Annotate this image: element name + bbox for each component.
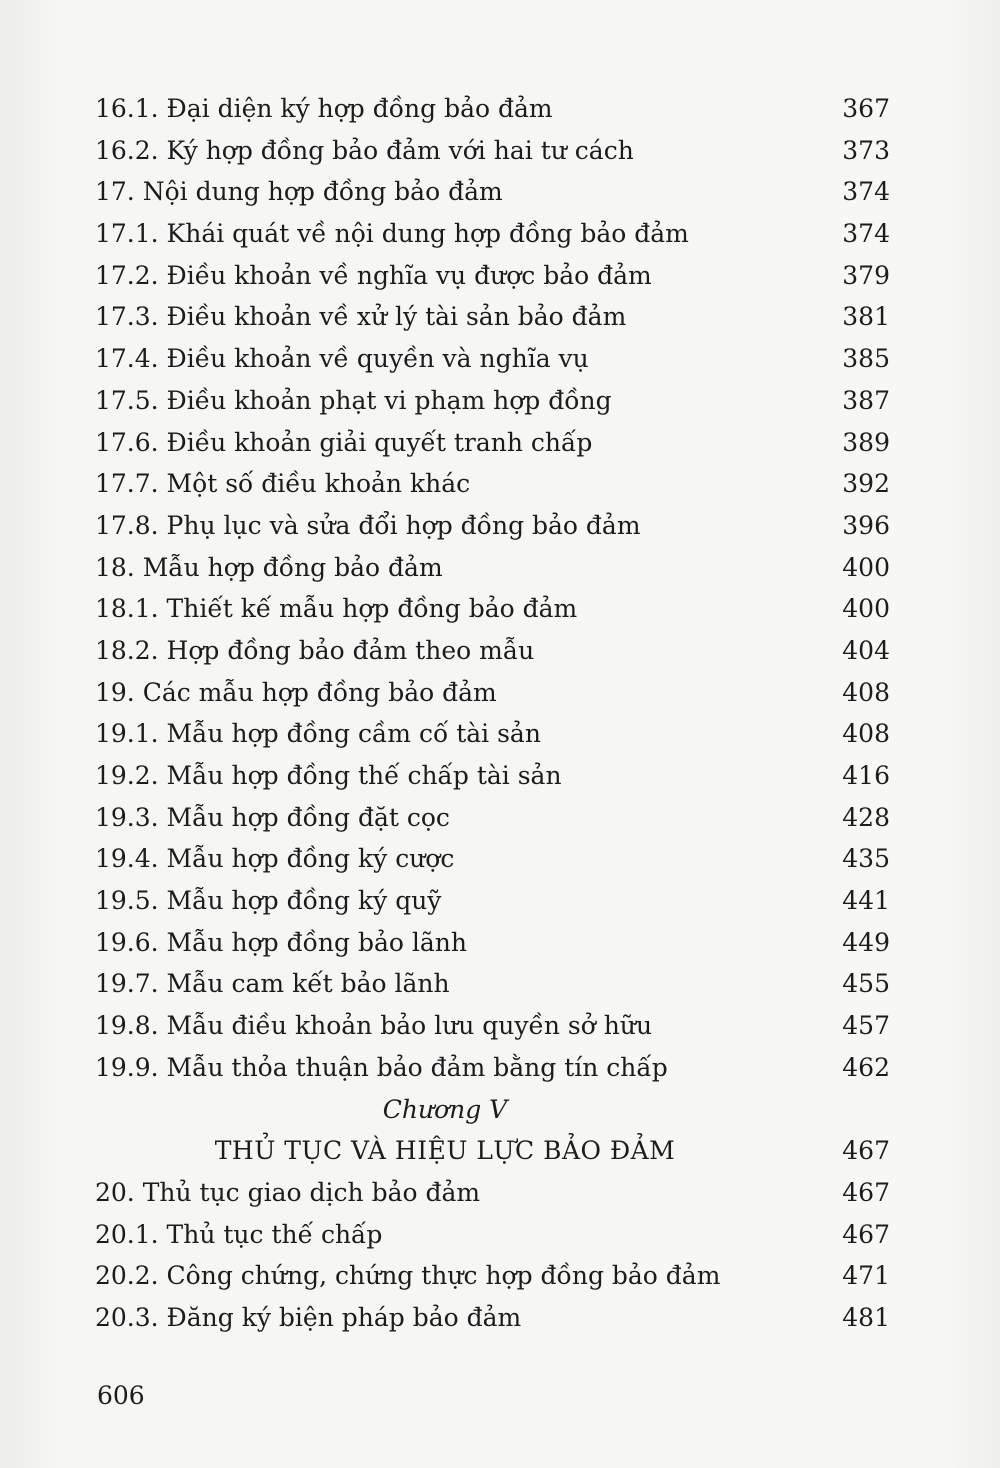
toc-entry-title: 17.4. Điều khoản về quyền và nghĩa vụ [95, 344, 589, 374]
toc-entry-page: 416 [842, 761, 890, 790]
toc-entry-title: 17.8. Phụ lục và sửa đổi hợp đồng bảo đảm [95, 510, 641, 540]
toc-entry-page: 374 [842, 177, 890, 207]
toc-entry [95, 672, 890, 714]
toc-entry-page: 462 [842, 1052, 890, 1082]
toc-entry-page: 408 [842, 719, 890, 749]
toc-entry-page: 441 [842, 886, 890, 916]
toc-entry-page: 449 [842, 927, 890, 957]
toc-entry-title: 19.9. Mẫu thỏa thuận bảo đảm bằng tín chấp [95, 1052, 668, 1082]
toc-entry-title: 17.2. Điều khoản về nghĩa vụ được bảo đảm [95, 260, 652, 290]
toc-entry-page: 455 [842, 969, 890, 999]
toc-entry-title: 18. Mẫu hợp đồng bảo đảm [95, 552, 443, 582]
toc-entry-title: 19.5. Mẫu hợp đồng ký quỹ [95, 886, 442, 916]
toc-entry [95, 922, 890, 964]
toc-entry [95, 505, 890, 547]
toc-entry-page: 467 [842, 1177, 890, 1207]
toc-entry [95, 338, 890, 380]
toc-entry-page: 367 [842, 94, 890, 123]
toc-entry-title: 17.1. Khái quát về nội dung hợp đồng bảo đảm [95, 219, 689, 249]
toc-entry [95, 1255, 890, 1297]
chapter-label: Chương V [382, 1094, 508, 1124]
toc-entry [95, 213, 890, 255]
toc-entry-title: 16.2. Ký hợp đồng bảo đảm với hai tư cách [95, 135, 634, 165]
toc-entry-title: 19.1. Mẫu hợp đồng cầm cố tài sản [95, 719, 541, 749]
toc-entry [95, 713, 890, 755]
toc-entry [95, 630, 890, 672]
toc-entry-title: 17. Nội dung hợp đồng bảo đảm [95, 177, 503, 207]
toc-entry-title: 20.3. Đăng ký biện pháp bảo đảm [95, 1302, 522, 1332]
toc-entry [95, 171, 890, 213]
toc-entry-title: 19. Các mẫu hợp đồng bảo đảm [95, 677, 497, 707]
toc-entry-title: 16.1. Đại diện ký hợp đồng bảo đảm [95, 94, 553, 123]
toc-entry [95, 755, 890, 797]
toc-entry [95, 1005, 890, 1047]
toc-entry [95, 880, 890, 922]
toc-entry-title: 20.1. Thủ tục thế chấp [95, 1219, 383, 1249]
toc-entry-page: 392 [842, 469, 890, 499]
toc-entry-title: 19.2. Mẫu hợp đồng thế chấp tài sản [95, 761, 562, 790]
table-of-contents [95, 88, 890, 1339]
toc-entry-title: 19.7. Mẫu cam kết bảo lãnh [95, 969, 450, 999]
toc-entry [95, 1297, 890, 1339]
toc-entry-page: 379 [842, 260, 890, 290]
toc-entry-title: 17.3. Điều khoản về xử lý tài sản bảo đảm [95, 302, 627, 332]
toc-entry-page: 373 [842, 135, 890, 165]
toc-entry-title: 19.6. Mẫu hợp đồng bảo lãnh [95, 927, 467, 957]
toc-entry-page: 481 [842, 1302, 890, 1332]
toc-entry [95, 1214, 890, 1256]
toc-entry-title: 17.6. Điều khoản giải quyết tranh chấp [95, 427, 593, 457]
toc-entry [95, 88, 890, 130]
toc-entry [95, 296, 890, 338]
toc-entry-title: 19.4. Mẫu hợp đồng ký cược [95, 844, 455, 874]
toc-entry-page: 467 [842, 1219, 890, 1249]
toc-entry [95, 255, 890, 297]
toc-entry-title: 18.2. Hợp đồng bảo đảm theo mẫu [95, 635, 535, 665]
toc-entry-page: 400 [842, 552, 890, 582]
toc-entry [95, 588, 890, 630]
toc-entry-page: 404 [842, 635, 890, 665]
toc-entry-page: 374 [842, 219, 890, 249]
chapter-heading [95, 1089, 890, 1131]
toc-entry [95, 422, 890, 464]
toc-entry [95, 547, 890, 589]
toc-entry-title: 19.8. Mẫu điều khoản bảo lưu quyền sở hữu [95, 1011, 653, 1041]
chapter-title-row [95, 1130, 890, 1172]
toc-entry-page: 435 [842, 844, 890, 874]
toc-entry-page: 428 [842, 802, 890, 832]
toc-entry-page: 396 [842, 510, 890, 540]
toc-entry-title: 20.2. Công chứng, chứng thực hợp đồng bảo đảm [95, 1261, 721, 1291]
toc-entry-page: 408 [842, 677, 890, 707]
toc-entry-page: 387 [842, 385, 890, 415]
toc-entry [95, 130, 890, 172]
toc-entry [95, 797, 890, 839]
chapter-page: 467 [842, 1136, 890, 1166]
toc-entry-page: 471 [842, 1261, 890, 1291]
toc-entry [95, 1047, 890, 1089]
toc-entry [95, 380, 890, 422]
toc-entry-title: 18.1. Thiết kế mẫu hợp đồng bảo đảm [95, 594, 578, 624]
toc-entry [95, 463, 890, 505]
toc-entry-title: 17.7. Một số điều khoản khác [95, 469, 471, 499]
toc-entry-page: 385 [842, 344, 890, 374]
toc-entry-page: 389 [842, 427, 890, 457]
toc-entry [95, 838, 890, 880]
toc-entry-page: 457 [842, 1011, 890, 1041]
toc-entry-title: 17.5. Điều khoản phạt vi phạm hợp đồng [95, 385, 612, 415]
chapter-title: THỦ TỤC VÀ HIỆU LỰC BẢO ĐẢM [214, 1136, 676, 1166]
toc-entry-title: 19.3. Mẫu hợp đồng đặt cọc [95, 802, 450, 832]
page-number: 606 [97, 1381, 145, 1410]
toc-entry-page: 400 [842, 594, 890, 624]
toc-entry [95, 1172, 890, 1214]
toc-entry-title: 20. Thủ tục giao dịch bảo đảm [95, 1177, 481, 1207]
toc-entry-page: 381 [842, 302, 890, 332]
toc-entry [95, 963, 890, 1005]
